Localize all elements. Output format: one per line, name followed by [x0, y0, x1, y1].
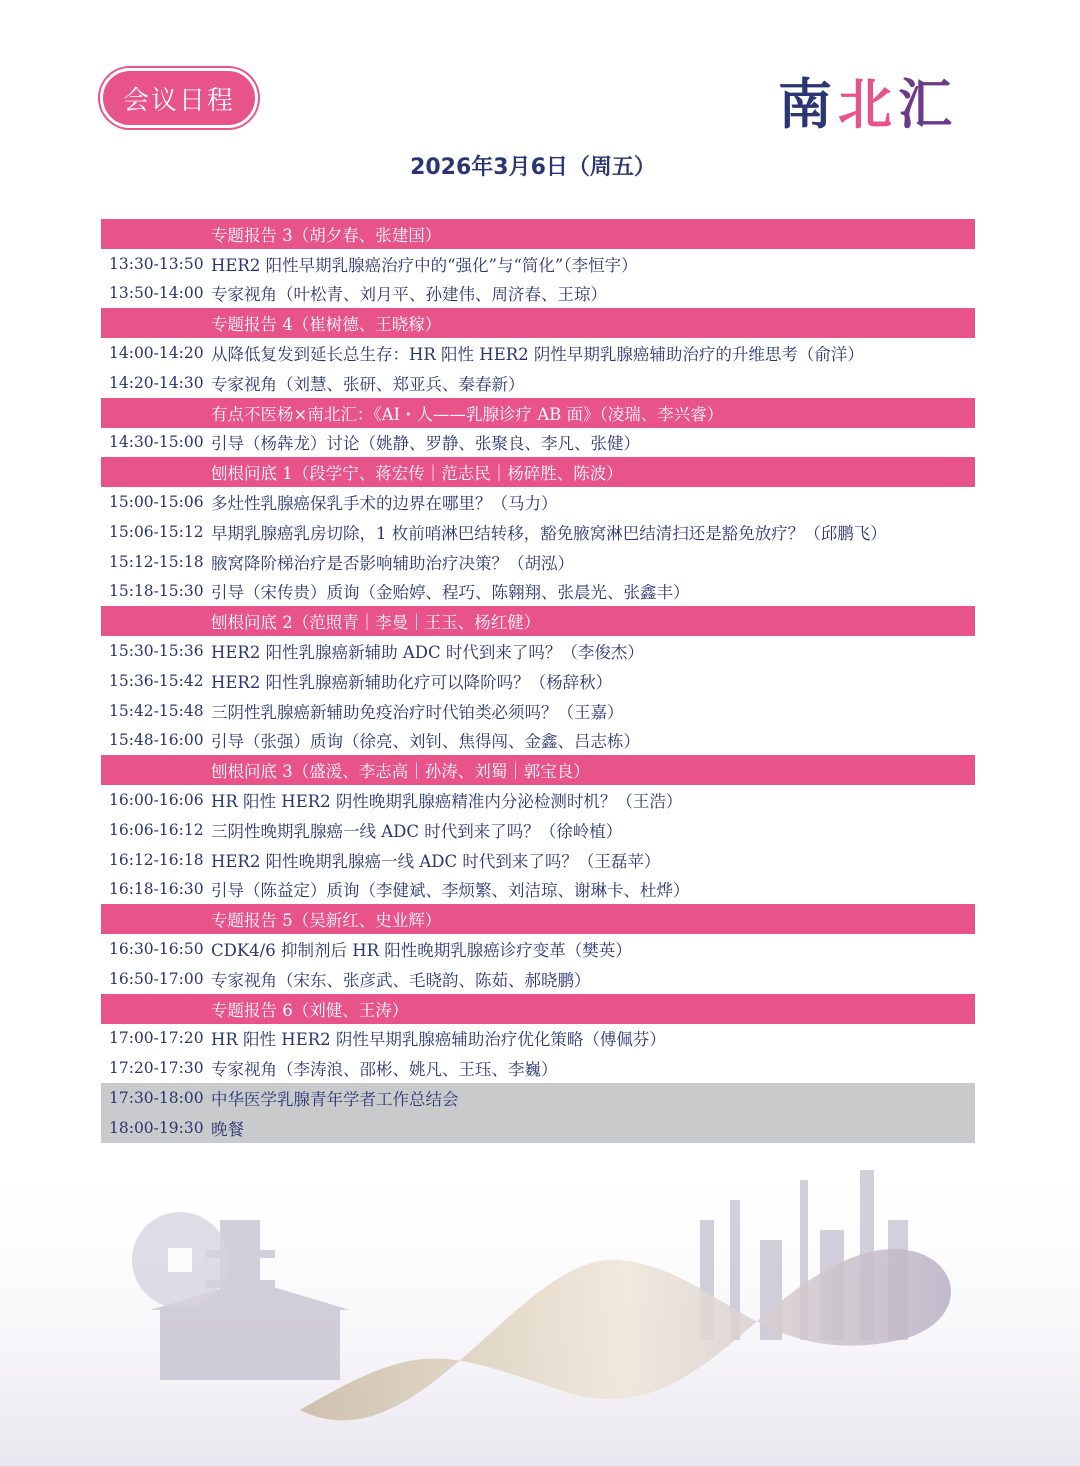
- agenda-item: HER2 阳性乳腺癌新辅助 ADC 时代到来了吗？（李俊杰）: [211, 643, 644, 663]
- session-header-row: [101, 994, 975, 1024]
- logo-char-3: 汇: [898, 73, 952, 136]
- schedule-row: [101, 815, 975, 845]
- time-slot: 15:42-15:48: [109, 701, 204, 720]
- time-slot: 17:00-17:20: [109, 1029, 204, 1048]
- schedule-row: [101, 934, 975, 964]
- schedule-badge: 会议日程: [100, 68, 258, 128]
- agenda-item: 从降低复发到延长总生存：HR 阳性 HER2 阴性早期乳腺癌辅助治疗的升维思考（俞洋）: [211, 345, 864, 365]
- session-header-row: [101, 606, 975, 636]
- schedule-row: [101, 964, 975, 994]
- time-slot: 16:18-16:30: [109, 880, 204, 899]
- decorative-cityscape: [0, 1140, 1080, 1466]
- schedule-row: [101, 1024, 975, 1054]
- agenda-item: CDK4/6 抑制剂后 HR 阳性晚期乳腺癌诊疗变革（樊英）: [211, 941, 632, 961]
- time-slot: 15:48-16:00: [109, 731, 204, 750]
- session-title: 专题报告 4（崔树德、王晓稼）: [211, 315, 442, 335]
- schedule-row: [101, 1053, 975, 1083]
- time-slot: 17:20-17:30: [109, 1059, 204, 1078]
- schedule-row: [101, 577, 975, 607]
- agenda-item: 晚餐: [211, 1119, 244, 1139]
- agenda-item: HR 阳性 HER2 阴性早期乳腺癌辅助治疗优化策略（傅佩芬）: [211, 1030, 666, 1050]
- agenda-item: 三阴性晚期乳腺癌一线 ADC 时代到来了吗？（徐岭植）: [211, 821, 623, 841]
- time-slot: 13:30-13:50: [109, 254, 204, 273]
- time-slot: 15:18-15:30: [109, 582, 204, 601]
- session-title: 专题报告 3（胡夕春、张建国）: [211, 225, 442, 245]
- date-title: 2026年3月6日（周五）: [410, 155, 656, 180]
- session-header-row: [101, 398, 975, 428]
- session-header-row: [101, 755, 975, 785]
- agenda-item: 引导（陈益定）质询（李健斌、李烦繁、刘洁琼、谢琳卡、杜烨）: [211, 881, 690, 901]
- schedule-row: [101, 487, 975, 517]
- agenda-item: 引导（宋传贵）质询（金贻婷、程巧、陈翱翔、张晨光、张鑫丰）: [211, 583, 690, 603]
- agenda-item: 多灶性乳腺癌保乳手术的边界在哪里？（马力）: [211, 494, 558, 514]
- session-title: 专题报告 5（吴新红、史业辉）: [211, 911, 442, 931]
- agenda-item: 三阴性乳腺癌新辅助免疫治疗时代铂类必须吗？（王嘉）: [211, 702, 624, 722]
- schedule-row: [101, 666, 975, 696]
- schedule-row: [101, 368, 975, 398]
- session-title: 刨根问底 3（盛湲、李志高｜孙涛、刘蜀｜郭宝良）: [211, 762, 590, 782]
- time-slot: 15:12-15:18: [109, 552, 204, 571]
- schedule-row: [101, 845, 975, 875]
- agenda-item: HR 阳性 HER2 阴性晚期乳腺癌精准内分泌检测时机？（王浩）: [211, 792, 683, 812]
- session-title: 专题报告 6（刘健、王涛）: [211, 1000, 409, 1020]
- time-slot: 14:20-14:30: [109, 373, 204, 392]
- session-title: 刨根问底 1（段学宁、蒋宏传｜范志民｜杨碎胜、陈波）: [211, 464, 623, 484]
- schedule-row: [101, 696, 975, 726]
- schedule-row: [101, 726, 975, 756]
- agenda-item: HER2 阳性早期乳腺癌治疗中的“强化”与“简化”（李恒宇）: [211, 255, 638, 275]
- agenda-item: HER2 阳性乳腺癌新辅助化疗可以降阶吗？（杨辞秋）: [211, 672, 613, 692]
- agenda-item: 引导（张强）质询（徐亮、刘钊、焦得闯、金鑫、吕志栋）: [211, 732, 640, 752]
- time-slot: 15:00-15:06: [109, 493, 204, 512]
- schedule-row: [101, 1083, 975, 1113]
- session-header-row: [101, 457, 975, 487]
- time-slot: 16:00-16:06: [109, 791, 204, 810]
- schedule-row: [101, 517, 975, 547]
- schedule-row: [101, 279, 975, 309]
- schedule-row: [101, 785, 975, 815]
- agenda-item: 专家视角（刘慧、张研、郑亚兵、秦春新）: [211, 374, 525, 394]
- schedule-row: [101, 547, 975, 577]
- agenda-item: 专家视角（李涛浪、邵彬、姚凡、王珏、李巍）: [211, 1060, 558, 1080]
- logo-char-2: 北: [838, 73, 892, 136]
- schedule-row: [101, 875, 975, 905]
- agenda-item: 中华医学乳腺青年学者工作总结会: [211, 1090, 459, 1109]
- session-header-row: [101, 904, 975, 934]
- time-slot: 16:06-16:12: [109, 820, 204, 839]
- nanbeihui-logo: [778, 74, 980, 136]
- logo-char-1: 南: [778, 73, 832, 136]
- session-title: 刨根问底 2（范照青｜李曼｜王玉、杨红健）: [211, 613, 541, 633]
- agenda-item: 专家视角（叶松青、刘月平、孙建伟、周济春、王琼）: [211, 285, 607, 305]
- time-slot: 15:06-15:12: [109, 522, 204, 541]
- session-header-row: [101, 308, 975, 338]
- agenda-item: 引导（杨犇龙）讨论（姚静、罗静、张聚良、李凡、张健）: [211, 434, 640, 454]
- schedule-row: [101, 338, 975, 368]
- time-slot: 16:50-17:00: [109, 969, 204, 988]
- agenda-item: 早期乳腺癌乳房切除，1 枚前哨淋巴结转移，豁免腋窝淋巴结清扫还是豁免放疗？（邱鹏飞）: [211, 523, 887, 543]
- session-title: 有点不医杨×南北汇：《AI・人——乳腺诊疗 AB 面》（凌瑞、李兴睿）: [211, 404, 724, 424]
- time-slot: 16:12-16:18: [109, 850, 204, 869]
- schedule-table: [101, 219, 975, 1143]
- agenda-item: 腋窝降阶梯治疗是否影响辅助治疗决策？（胡泓）: [211, 553, 574, 573]
- time-slot: 15:30-15:36: [109, 642, 204, 661]
- time-slot: 13:50-14:00: [109, 284, 204, 303]
- schedule-row: [101, 428, 975, 458]
- time-slot: 14:00-14:20: [109, 344, 204, 363]
- time-slot: 16:30-16:50: [109, 940, 204, 959]
- time-slot: 17:30-18:00: [109, 1089, 204, 1107]
- agenda-item: 专家视角（宋东、张彦武、毛晓韵、陈茹、郝晓鹏）: [211, 970, 591, 990]
- schedule-row: [101, 1113, 975, 1143]
- time-slot: 15:36-15:42: [109, 671, 204, 690]
- session-header-row: [101, 219, 975, 249]
- schedule-row: [101, 249, 975, 279]
- time-slot: 14:30-15:00: [109, 433, 204, 452]
- schedule-row: [101, 636, 975, 666]
- agenda-item: HER2 阳性晚期乳腺癌一线 ADC 时代到来了吗？（王磊苹）: [211, 851, 661, 871]
- time-slot: 18:00-19:30: [109, 1118, 204, 1137]
